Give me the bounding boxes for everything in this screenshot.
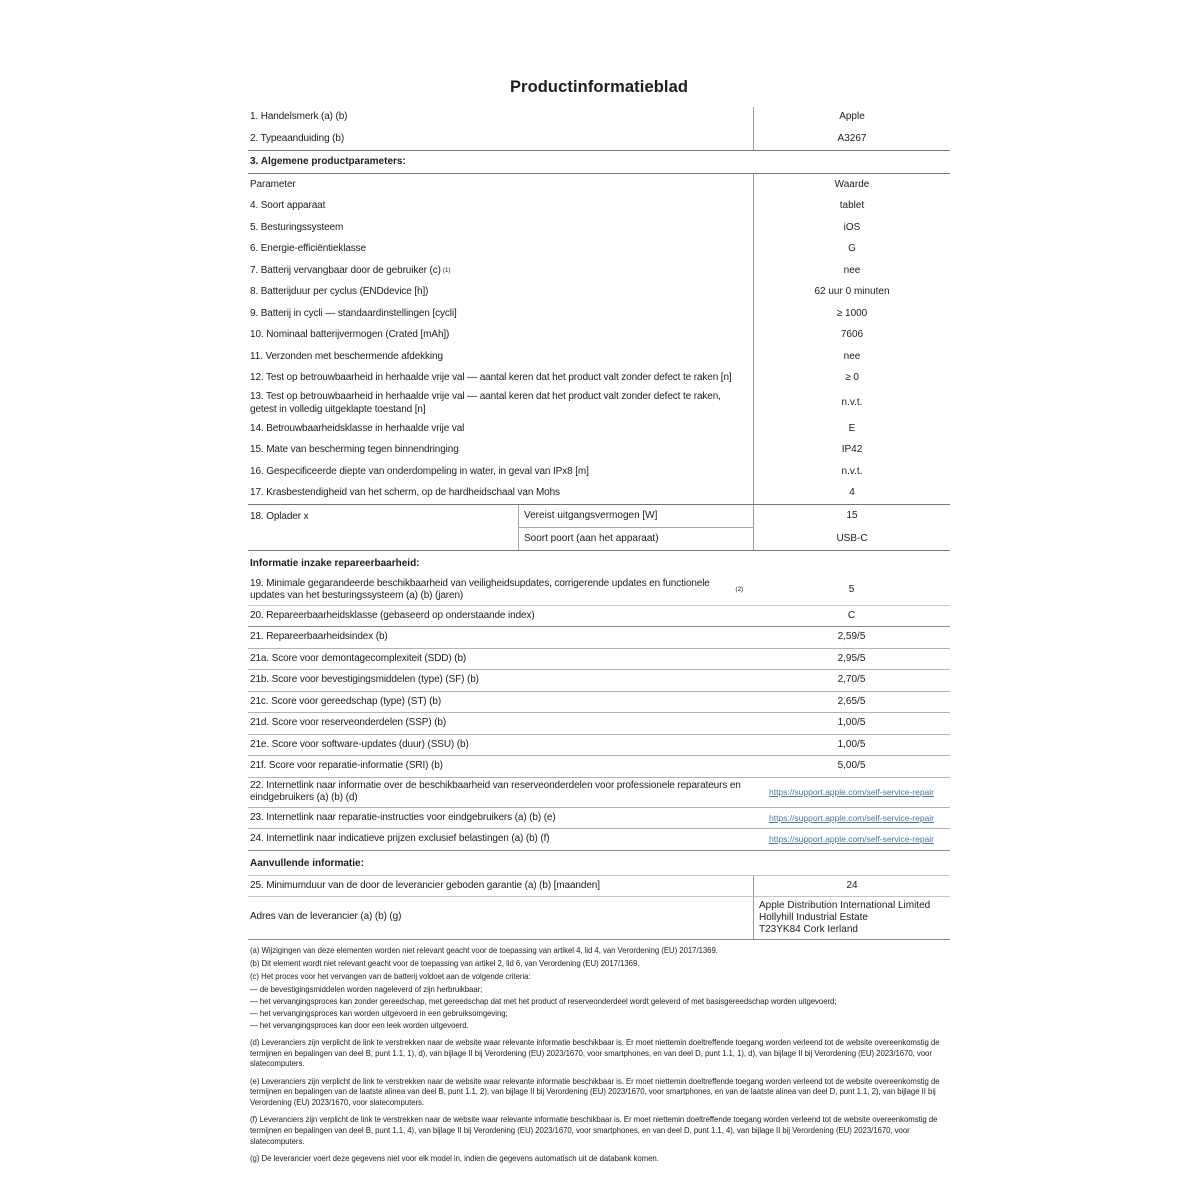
table-row — [248, 576, 950, 606]
row-label: 15. Mate van bescherming tegen binnendringing — [250, 444, 459, 456]
row-label: 10. Nominaal batterijvermogen (Crated [mAh]) — [250, 329, 450, 341]
row-label: 18. Oplader x — [250, 511, 309, 523]
row-value: G — [753, 239, 950, 261]
row-value: 2,59/5 — [837, 631, 866, 643]
row-value: ≥ 0 — [753, 368, 950, 390]
row-value — [753, 778, 950, 807]
footnote-g: (g) De leverancier voert deze gegevens niet voor elk model in, indien die gegevens automatisch uit de databank komen. — [250, 1154, 659, 1164]
footnote-f: (f) Leveranciers zijn verplicht de link te verstrekken naar de website waar relevante informatie beschikbaar is. Er moet niettemin doeltreffende toegang worden verleend tot de website overeenkomstig de termijnen en bepalingen van deel B, punt 1.1, 4), van bijlage II bij Verordening (EU) 2023/1670, voor smartphones, en van deel D, punt 1.1, 4), van bijlage II bij Verordening (EU) 2023/1670, voor slatecomputers. — [250, 1115, 938, 1146]
footnote-b: (b) Dit element wordt niet relevant geacht voor de toepassing van artikel 2, lid 6, van Verordening (EU) 2017/1369. — [250, 958, 640, 968]
row-value: 5 — [848, 583, 855, 595]
row-value: A3267 — [753, 128, 950, 150]
row-label: 24. Internetlink naar indicatieve prijzen exclusief belastingen (a) (b) (f) — [250, 833, 550, 845]
row-label: 25. Minimumduur van de door de leverancier geboden garantie (a) (b) [maanden] — [250, 879, 600, 891]
row-label: 13. Test op betrouwbaarheid in herhaalde vrije val — aantal keren dat het product valt zonder defect te raken, getest in volledig uitgeklapte toestand [n] — [250, 391, 721, 415]
row-label: 16. Gespecificeerde diepte van onderdompeling in water, in geval van IPx8 [m] — [250, 465, 589, 477]
table-row — [248, 418, 950, 440]
row-value: tablet — [753, 196, 950, 218]
footnote-c: (c) Het proces voor het vervangen van de batterij voldoet aan de volgende criteria: — [250, 972, 531, 982]
table-row — [248, 239, 950, 261]
row-label: Adres van de leverancier (a) (b) (g) — [250, 911, 402, 923]
row-value: IP42 — [753, 440, 950, 462]
row-label: 12. Test op betrouwbaarheid in herhaalde vrije val — aantal keren dat het product valt zonder defect te raken [n] — [250, 372, 732, 384]
row-value: nee — [753, 260, 950, 282]
row-label: 21e. Score voor software-updates (duur) (SSU) (b) — [250, 738, 469, 750]
footnote-c-item: — het vervangingsproces kan zonder gereedschap, met gereedschap dat met het product of reserveonderdeel wordt geleverd of met basisgereedschap worden uitgevoerd; — [250, 997, 837, 1007]
identity-table — [248, 107, 950, 150]
supplier-address-value — [753, 897, 950, 939]
table-row — [248, 808, 950, 830]
table-row — [248, 107, 950, 129]
table-row — [248, 692, 950, 714]
row-label: 22. Internetlink naar informatie over de beschikbaarheid van reserveonderdelen voor professionele reparateurs en eindgebruikers (a) (b) (d) — [250, 779, 741, 804]
table-row — [248, 461, 950, 483]
row-label: 14. Betrouwbaarheidsklasse in herhaalde vrije val — [250, 422, 465, 434]
row-value: 24 — [753, 876, 950, 896]
section-heading-repairability: Informatie inzake repareerbaarheid: — [250, 558, 420, 570]
row-value: iOS — [753, 217, 950, 239]
row-label: 19. Minimale gegarandeerde beschikbaarheid van veiligheidsupdates, corrigerende updates en functionele updates van het besturingssysteem (a) (b) (jaren) (2) — [250, 577, 743, 602]
general-parameters-table — [248, 174, 950, 551]
row-value: E — [753, 418, 950, 440]
row-label: 17. Krasbestendigheid van het scherm, op de hardheidschaal van Mohs — [250, 487, 560, 499]
table-row — [248, 260, 950, 282]
repairability-scores-table — [248, 627, 950, 778]
row-value — [753, 829, 950, 850]
table-row — [248, 778, 950, 808]
row-value: nee — [753, 346, 950, 368]
table-row — [248, 829, 950, 851]
row-label: 23. Internetlink naar reparatie-instructies voor eindgebruikers (a) (b) (e) — [250, 811, 556, 823]
row-value: 2,95/5 — [837, 652, 866, 664]
table-row — [248, 756, 950, 778]
table-row — [248, 196, 950, 218]
row-value: 62 uur 0 minuten — [753, 282, 950, 304]
row-value: Apple — [753, 107, 950, 129]
column-header-waarde: Waarde — [753, 174, 950, 196]
footnote-c-item: — het vervangingsproces kan door een leek worden uitgevoerd. — [250, 1020, 469, 1030]
row-value — [753, 808, 950, 829]
row-label: 21a. Score voor demontagecomplexiteit (SDD) (b) — [250, 652, 467, 664]
row-value: USB-C — [836, 532, 868, 544]
support-link[interactable]: https://support.apple.com/self-service-repair — [769, 834, 934, 844]
row-value: n.v.t. — [753, 461, 950, 483]
address-line: Hollyhill Industrial Estate — [759, 911, 868, 923]
row-label: 21c. Score voor gereedschap (type) (ST) (b) — [250, 695, 442, 707]
table-row — [248, 875, 950, 897]
section-heading-additional-info: Aanvullende informatie: — [250, 857, 364, 869]
table-row — [248, 735, 950, 757]
repairability-links-table — [248, 778, 950, 851]
charger-row — [248, 504, 950, 551]
row-label: 8. Batterijduur per cyclus (ENDdevice [h]) — [250, 286, 429, 298]
table-row — [248, 282, 950, 304]
table-row — [248, 483, 950, 505]
row-label: 2. Typeaanduiding (b) — [250, 132, 345, 144]
additional-info-table — [248, 875, 950, 940]
table-row — [248, 713, 950, 735]
footnote-c-item: — het vervangingsproces kan worden uitgevoerd in een gebruiksomgeving; — [250, 1008, 508, 1018]
row-label: 21. Repareerbaarheidsindex (b) — [250, 631, 388, 643]
column-header-parameter: Parameter — [250, 178, 296, 190]
footnote-a: (a) Wijzigingen van deze elementen worden niet relevant geacht voor de toepassing van artikel 4, lid 4, van Verordening (EU) 2017/1369. — [250, 945, 718, 955]
charger-sub-label: Vereist uitgangsvermogen [W] — [519, 505, 753, 528]
row-label: 1. Handelsmerk (a) (b) — [250, 111, 348, 123]
row-value: 7606 — [753, 325, 950, 347]
footnote-d: (d) Leveranciers zijn verplicht de link te verstrekken naar de website waar relevante informatie beschikbaar is. Er moet niettemin doeltreffende toegang worden verleend tot de website overeenkomstig de termijnen en bepalingen van deel B, punt 1.1, 1), d), van bijlage II bij Verordening (EU) 2023/1670, voor smartphones, en van deel D, punt 1.1, 1), d), van bijlage II bij Verordening (EU) 2023/1670, voor slatecomputers. — [250, 1037, 940, 1069]
table-row — [248, 627, 950, 649]
row-value: 1,00/5 — [837, 738, 866, 750]
row-label: 21b. Score voor bevestigingsmiddelen (type) (SF) (b) — [250, 674, 479, 686]
product-information-sheet — [248, 0, 950, 1167]
table-header-row — [248, 174, 950, 196]
support-link[interactable]: https://support.apple.com/self-service-repair — [769, 786, 934, 797]
footnotes — [248, 940, 950, 1165]
footnote-e: (e) Leveranciers zijn verplicht de link te verstrekken naar de website waar relevante informatie beschikbaar is. Er moet niettemin doeltreffende toegang worden verleend tot de website overeenkomstig de termijnen en bepalingen van de laatste alinea van deel B, punt 1.1, 2), van bijlage II bij Verordening (EU) 2023/1670, voor smartphones, en van de laatste alinea van deel D, punt 1.1, 2), van bijlage II bij Verordening (EU) 2023/1670, voor slatecomputers. — [250, 1076, 940, 1108]
charger-sub-values — [753, 505, 950, 550]
table-row — [248, 670, 950, 692]
row-label: 5. Besturingssysteem — [250, 221, 344, 233]
charger-sub-label: Soort poort (aan het apparaat) — [524, 532, 659, 544]
row-value: 2,65/5 — [837, 695, 866, 707]
row-label: 11. Verzonden met beschermende afdekking — [250, 350, 443, 362]
row-value: C — [847, 609, 856, 621]
table-row — [248, 368, 950, 390]
supplier-address-row — [248, 897, 950, 940]
row-value: 4 — [753, 483, 950, 505]
row-value: ≥ 1000 — [753, 303, 950, 325]
table-row — [248, 606, 950, 628]
row-label: 7. Batterij vervangbaar door de gebruiker (c) (1) — [250, 264, 451, 276]
row-label: 6. Energie-efficiëntieklasse — [250, 243, 366, 255]
row-value: n.v.t. — [753, 389, 950, 418]
row-label: 4. Soort apparaat — [250, 200, 326, 212]
row-label: 21f. Score voor reparatie-informatie (SRI) (b) — [250, 760, 443, 772]
row-value: 2,70/5 — [837, 674, 866, 686]
row-value: 1,00/5 — [837, 717, 866, 729]
row-label: 21d. Score voor reserveonderdelen (SSP) (b) — [250, 717, 447, 729]
table-row — [248, 440, 950, 462]
section-heading-general-parameters: 3. Algemene productparameters: — [248, 150, 950, 175]
table-row — [248, 217, 950, 239]
table-row — [248, 128, 950, 150]
table-row — [248, 303, 950, 325]
table-row — [248, 325, 950, 347]
row-label: 9. Batterij in cycli — standaardinstellingen [cycli] — [250, 307, 457, 319]
table-row — [248, 346, 950, 368]
charger-sub-labels — [518, 505, 753, 550]
address-line: T23YK84 Cork Ierland — [759, 923, 858, 935]
support-link[interactable]: https://support.apple.com/self-service-repair — [769, 812, 934, 823]
row-label: 20. Repareerbaarheidsklasse (gebaseerd op onderstaande index) — [250, 609, 535, 621]
row-value: 15 — [846, 510, 858, 522]
table-row — [248, 649, 950, 671]
page-title: Productinformatieblad — [509, 78, 689, 96]
row-value: 5,00/5 — [837, 760, 866, 772]
address-line: Apple Distribution International Limited — [759, 899, 931, 911]
table-row — [248, 389, 950, 418]
footnote-c-item: — de bevestigingsmiddelen worden nageleverd of zijn herbruikbaar; — [250, 985, 483, 995]
